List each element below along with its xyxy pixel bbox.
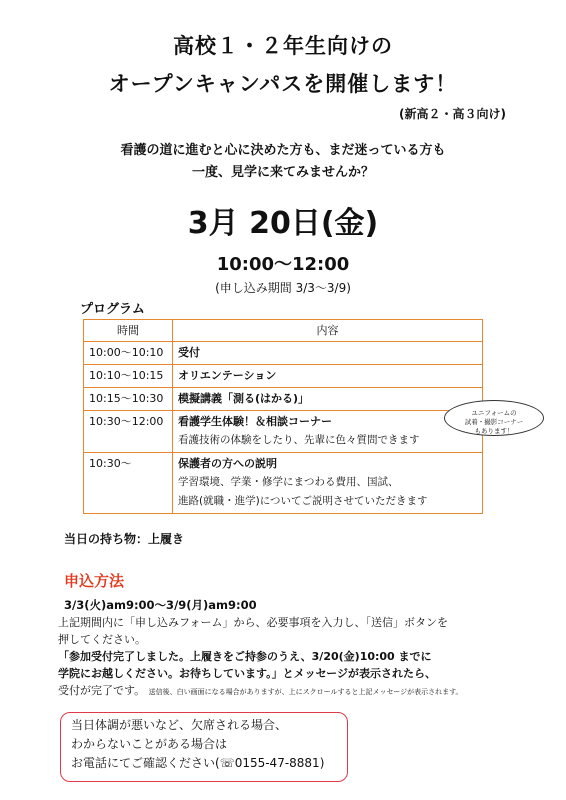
bubble-line3: もあります！ (474, 427, 514, 435)
target-note: (新高２・高３向け) (399, 107, 506, 121)
row-content: オリエンテーション (178, 369, 277, 382)
row-content: 模擬講義「測る(はかる)」 (178, 392, 310, 405)
contact-line1: 当日体調が悪いなど、欠席される場合、 (71, 718, 288, 732)
application-heading: 申込方法 (64, 572, 125, 590)
program-table (83, 319, 483, 514)
contact-box (60, 712, 348, 782)
event-date: 3月 20日(金) (187, 206, 379, 241)
row-time: 10:15～10:30 (84, 388, 173, 411)
header-time: 時間 (84, 320, 173, 342)
bubble-line1: ユニフォームの (471, 409, 517, 417)
lead-line2: 一度、見学に来てみませんか？ (191, 165, 374, 180)
row-detail-2: 進路(就職・進学)についてご説明させていただきます (178, 495, 428, 507)
application-line4: 学院にお越しください。お待ちしています。」とメッセージが表示されたら、 (58, 667, 436, 680)
uniform-callout-bubble (444, 400, 544, 436)
application-note: 送信後、白い画面になる場合がありますが、上にスクロールすると上記メッセージが表示されます。 (148, 688, 463, 696)
row-detail: 看護技術の体験をしたり、先輩に色々質問できます (178, 434, 420, 446)
application-line2: 押してください。 (58, 633, 146, 646)
row-content: 保護者の方への説明 (178, 457, 277, 470)
row-content: 看護学生体験！＆相談コーナー (178, 415, 332, 428)
application-line5-wrap (58, 682, 518, 701)
row-time: 10:00～10:10 (84, 342, 173, 365)
row-time: 10:30～12:00 (84, 411, 173, 453)
application-line5: 受付が完了です。 (58, 684, 146, 697)
program-title: プログラム (80, 302, 145, 317)
header-content: 内容 (173, 320, 483, 342)
application-line4-wrap (58, 665, 518, 682)
event-time: 10:00～12:00 (216, 254, 350, 275)
row-time: 10:30～ (84, 453, 173, 514)
bubble-line2: 試着・撮影コーナー (464, 418, 524, 426)
table-row (84, 388, 483, 411)
table-row (84, 365, 483, 388)
table-row (84, 342, 483, 365)
table-header-row (84, 320, 483, 342)
table-row (84, 453, 483, 514)
application-period: (申し込み期間 3/3～3/9) (215, 281, 351, 295)
title-line2: オープンキャンパスを開催します！ (108, 72, 458, 96)
contact-line3: お電話にてご確認ください(☏0155-47-8881) (71, 756, 325, 770)
application-body (58, 614, 518, 701)
contact-line2: わからないことがある場合は (71, 737, 228, 751)
table-row (84, 411, 483, 453)
application-line3: 「参加受付完了しました。上履きをご持参のうえ、3/20(金)10:00 までに (58, 650, 432, 663)
lead-line1: 看護の道に進むと心に決めた方も、まだ迷っている方も (120, 143, 446, 158)
row-content: 受付 (178, 346, 200, 359)
row-time: 10:10～10:15 (84, 365, 173, 388)
title-line1: 高校１・２年生向けの (173, 34, 393, 58)
belongings-text: 当日の持ち物：上履き (64, 532, 185, 546)
row-detail: 学習環境、学業・修学にまつわる費用、国試、 (178, 476, 399, 488)
application-period-text: 3/3(火)am9:00～3/9(月)am9:00 (64, 598, 257, 612)
application-line1: 上記期間内に「申し込みフォーム」から、必要事項を入力し、「送信」ボタンを (58, 616, 448, 629)
